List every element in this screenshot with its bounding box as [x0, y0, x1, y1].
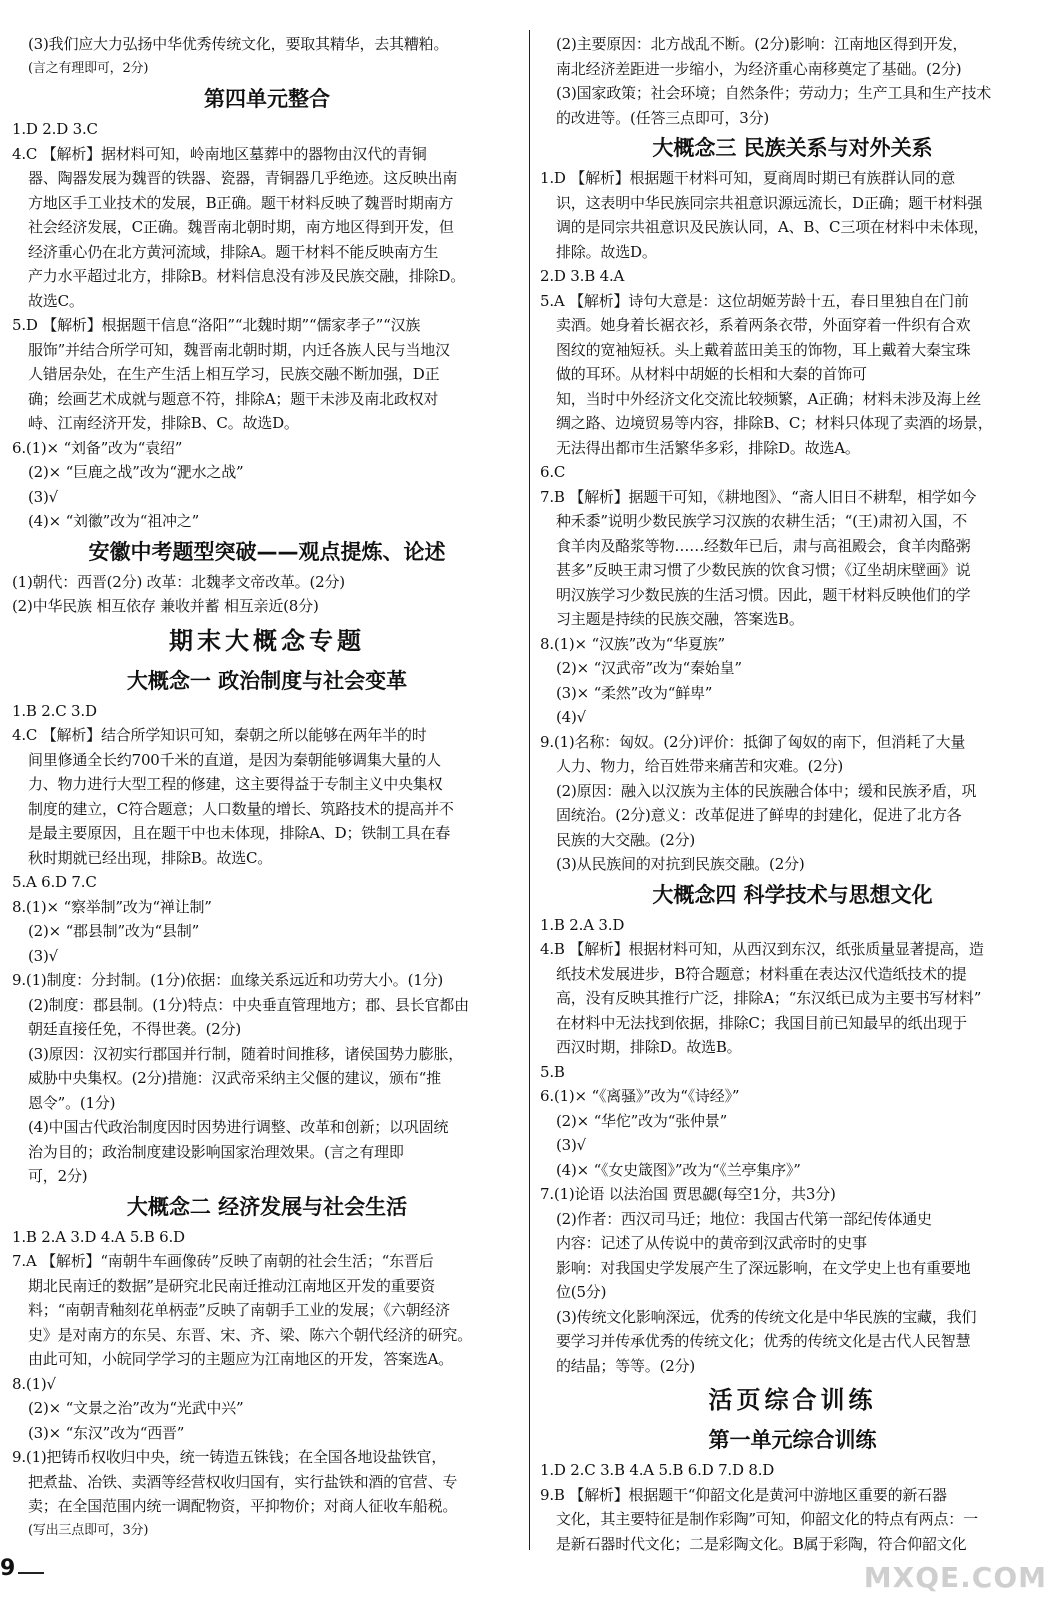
text-line: 9.(1)把铸币权收归中央，统一铸造五铢钱；在全国各地设盐铁官，: [12, 1448, 447, 1466]
text-line: 在材料中无法找到依据，排除C；我国目前已知最早的纸出现于: [556, 1013, 967, 1032]
text-line: 由此可知，小皖同学学习的主题应为江南地区的开发，答案选A。: [28, 1350, 454, 1368]
text-line: 7.(1)论语 以法治国 贾思勰(每空1分，共3分): [540, 1185, 836, 1203]
text-line: (3)× “柔然”改为“鲜卑”: [556, 683, 713, 702]
text-line: 的结晶；等等。(2分): [556, 1356, 696, 1375]
text-line: (3)原因：汉初实行郡国并行制，随着时间推移，诸侯国势力膨胀，: [28, 1044, 464, 1063]
section-heading: 期末大概念专题: [169, 626, 365, 655]
text-line: (4)中国古代政治制度因时因势进行调整、改革和创新；以巩固统: [28, 1118, 449, 1136]
text-line: 卖酒。她身着长裾衣衫，系着两条衣带，外面穿着一件织有合欢: [556, 316, 971, 334]
text-line: 史》是对南方的东吴、东晋、宋、齐、梁、陈六个朝代经济的研究。: [28, 1325, 473, 1344]
text-line: 民族的大交融。(2分): [556, 830, 696, 849]
section-heading: 活页综合训练: [708, 1386, 877, 1414]
section-heading: 大概念二 经济发展与社会生活: [126, 1194, 408, 1219]
text-line: (3)√: [28, 487, 59, 506]
text-line: (2)× “文景之治”改为“光武中兴”: [28, 1399, 244, 1417]
text-line: 南北经济差距进一步缩小，为经济重心南移奠定了基础。(2分): [556, 59, 962, 78]
text-line: (3)√: [28, 946, 59, 965]
text-line: 4.B 【解析】根据材料可知，从西汉到东汉，纸张质量显著提高，造: [540, 940, 984, 958]
watermark: MXQE.COM: [863, 1561, 1047, 1594]
text-line: 种禾黍”说明少数民族学习汉族的农耕生活；“(王)肃初入国，不: [556, 512, 968, 530]
text-line: (2)中华民族 相互依存 兼收并蓄 相互亲近(8分): [12, 597, 319, 615]
text-line: 7.B 【解析】据题干可知，《耕地图》、“斋人旧日不耕犁，相学如今: [540, 487, 977, 506]
section-heading: 大概念三 民族关系与对外关系: [652, 136, 933, 160]
text-line: (4)× “《女史箴图》”改为“《兰亭集序》”: [556, 1160, 801, 1179]
text-line: 可，2分): [28, 1167, 88, 1185]
text-line: 制度的建立，C符合题意；人口数量的增长、筑路技术的提高并不: [28, 799, 454, 818]
section-heading: 第四单元整合: [204, 87, 330, 111]
text-line: 识，这表明中华民族同宗共祖意识源远流长，D正确；题干材料强: [556, 193, 983, 212]
text-line: 峙、江南经济开发，排除B、C。故选D。: [28, 414, 299, 432]
text-line: 调的是同宗共祖意识及民族认同，A、B、C三项在材料中未体现，: [556, 218, 989, 236]
text-line: 1.B 2.A 3.D 4.A 5.B 6.D: [12, 1227, 185, 1246]
text-line: (2)主要原因：北方战乱不断。(2分)影响：江南地区得到开发，: [556, 35, 968, 53]
text-line: 器、陶器发展为魏晋的铁器、瓷器，青铜器几乎绝迹。这反映出南: [28, 169, 458, 187]
text-line: (3)国家政策；社会环境；自然条件；劳动力；生产工具和生产技术: [556, 84, 992, 102]
text-line: 西汉时期，排除D。故选B。: [556, 1038, 742, 1056]
text-line: 习主题是持续的民族交融，答案选B。: [556, 610, 804, 628]
text-line: (1)朝代：西晋(2分) 改革：北魏孝文帝改革。(2分): [12, 572, 345, 591]
text-line: (3)√: [556, 1136, 587, 1154]
text-line: 卖；在全国范围内统一调配物资，平抑物价；对商人征收车船税。: [28, 1497, 458, 1515]
text-line: 图纹的宽袖短袄。头上戴着蓝田美玉的饰物，耳上戴着大秦宝珠: [556, 340, 971, 359]
text-line: 6.(1)× “《离骚》”改为“《诗经》”: [540, 1087, 740, 1105]
text-line: (2)× “华佗”改为“张仲景”: [556, 1111, 728, 1130]
text-line: 人错居杂处，在生产生活上相互学习，民族交融不断加强，D正: [28, 365, 440, 383]
text-line: (4)× “刘徽”改为“祖冲之”: [28, 512, 200, 530]
text-line: 5.A 【解析】诗句大意是：这位胡姬芳龄十五，春日里独自在门前: [540, 291, 969, 310]
text-line: 间里修通全长约700千米的直道，是因为秦朝能够调集大量的人: [28, 750, 441, 769]
text-line: 8.(1)× “察举制”改为“禅让制”: [12, 897, 212, 916]
text-line: 8.(1)× “汉族”改为“华夏族”: [540, 634, 725, 653]
text-line: (2)制度：郡县制。(1分)特点：中央垂直管理地方；郡、县长官都由: [28, 995, 469, 1014]
text-line: 确；绘画艺术成就与题意不符，排除A；题干未涉及南北政权对: [28, 389, 439, 408]
section-heading: 第一单元综合训练: [708, 1428, 877, 1452]
text-line: 方地区手工业技术的发展，B正确。题干材料反映了魏晋时期南方: [28, 193, 454, 212]
text-line: 1.B 2.A 3.D: [540, 915, 625, 934]
text-line: 1.D 2.C 3.B 4.A 5.B 6.D 7.D 8.D: [540, 1461, 775, 1479]
text-line: 排除。故选D。: [556, 242, 657, 261]
text-line: 影响：对我国史学发展产生了深远影响，在文学史上也有重要地: [556, 1258, 971, 1277]
text-line: 产力水平超过北方，排除B。材料信息没有涉及民族交融，排除D。: [28, 267, 466, 285]
text-line: 社会经济发展，C正确。魏晋南北朝时期，南方地区得到开发，但: [28, 218, 454, 236]
text-line: 威胁中央集权。(2分)措施：汉武帝采纳主父偃的建议，颁布“推: [28, 1069, 441, 1087]
text-line: (2)× “汉武帝”改为“秦始皇”: [556, 659, 742, 677]
text-line: 明汉族学习少数民族的生活习惯。因此，题干材料反映他们的学: [556, 585, 971, 604]
text-line: 恩令”。(1分): [28, 1093, 116, 1112]
text-line: (3)从民族间的对抗到民族交融。(2分): [556, 855, 805, 873]
text-line: 8.(1)√: [12, 1374, 56, 1393]
text-line: (3)传统文化影响深远，优秀的传统文化是中华民族的宝藏，我们: [556, 1307, 977, 1326]
text-line: 内容：记述了从传说中的黄帝到汉武帝时的史事: [556, 1234, 867, 1252]
text-line: 朝廷直接任免，不得世袭。(2分): [28, 1020, 242, 1038]
section-heading: 大概念一 政治制度与社会变革: [126, 668, 408, 693]
text-line: 6.(1)× “刘备”改为“袁绍”: [12, 438, 183, 457]
text-line: 食羊肉及酪浆等物……经数年已后，肃与高祖殿会，食羊肉酪粥: [556, 536, 971, 555]
text-line: 1.D 【解析】根据题干材料可知，夏商周时期已有族群认同的意: [540, 169, 956, 187]
text-line: 4.C 【解析】据材料可知，岭南地区墓葬中的器物由汉代的青铜: [12, 144, 427, 163]
text-line: 故选C。: [28, 291, 84, 310]
text-line: (3)我们应大力弘扬中华优秀传统文化，要取其精华，去其糟粕。: [28, 35, 449, 53]
text-line: 9.(1)名称：匈奴。(2分)评价：抵御了匈奴的南下，但消耗了大量: [540, 732, 966, 751]
text-line: 1.D 2.D 3.C: [12, 120, 98, 138]
text-line: 人力、物力，给百姓带来痛苦和灾难。(2分): [556, 757, 844, 775]
text-line: 4.C 【解析】结合所学知识可知，秦朝之所以能够在两年半的时: [12, 726, 427, 744]
text-line: 5.D 【解析】根据题干信息“洛阳”“北魏时期”“儒家孝子”“汉族: [12, 316, 421, 334]
text-line: 的改进等。(任答三点即可，3分): [556, 108, 770, 127]
text-line: (写出三点即可，3分): [28, 1522, 149, 1538]
text-line: (2)× “郡县制”改为“县制”: [28, 922, 200, 940]
text-line: 6.C: [540, 463, 566, 481]
section-heading: 大概念四 科学技术与思想文化: [652, 882, 933, 907]
text-line: 5.B: [540, 1062, 565, 1081]
text-line: 期北民南迁的数据”是研究北民南迁推动江南地区开发的重要资: [28, 1276, 436, 1295]
text-line: 1.B 2.C 3.D: [12, 701, 97, 720]
text-line: 是新石器时代文化；二是彩陶文化。B属于彩陶，符合仰韶文化: [556, 1534, 967, 1553]
text-line: 治为目的；政治制度建设影响国家治理效果。(言之有理即: [28, 1142, 404, 1161]
text-line: (2)× “巨鹿之战”改为“淝水之战”: [28, 463, 244, 481]
text-line: 知，当时中外经济文化交流比较频繁，A正确；材料未涉及海上丝: [556, 389, 982, 408]
text-line: 甚多”反映王肃习惯了少数民族的饮食习惯；《辽坐胡床壁画》说: [556, 561, 971, 579]
left-column: [12, 32, 522, 1543]
page-number-dash: [18, 1572, 44, 1574]
text-line: 固统治。(2分)意义：改革促进了鲜卑的封建化，促进了北方各: [556, 806, 962, 824]
text-line: 无法得出都市生活繁华多彩，排除D。故选A。: [556, 438, 860, 457]
text-line: 是最主要原因，且在题干中也未体现，排除A、D；铁制工具在春: [28, 824, 451, 842]
text-line: 把煮盐、冶铁、卖酒等经营权收归国有，实行盐铁和酒的官营、专: [28, 1472, 458, 1491]
page-number: 9: [0, 1556, 16, 1581]
text-line: 力、物力进行大型工程的修建，这主要得益于专制主义中央集权: [28, 775, 443, 793]
right-column: [540, 32, 1045, 1556]
text-line: 秋时期就已经出现，排除B。故选C。: [28, 848, 273, 867]
text-line: 5.A 6.D 7.C: [12, 873, 97, 891]
text-line: (3)× “东汉”改为“西晋”: [28, 1423, 185, 1442]
text-line: 服饰”并结合所学可知，魏晋南北朝时期，内迁各族人民与当地汉: [28, 340, 450, 359]
text-line: 高，没有反映其推行广泛，排除A；“东汉纸已成为主要书写材料”: [556, 989, 982, 1007]
column-divider: [529, 30, 530, 1550]
text-line: 绸之路、边境贸易等内容，排除B、C；材料只体现了卖酒的场景，: [556, 414, 993, 432]
text-line: 做的耳环。从材料中胡姬的长相和大秦的首饰可: [556, 365, 867, 383]
text-line: (言之有理即可，2分): [28, 60, 149, 76]
text-line: 9.(1)制度：分封制。(1分)依据：血缘关系远近和功劳大小。(1分): [12, 971, 444, 989]
section-heading: 安徽中考题型突破——观点提炼、论述: [88, 539, 446, 564]
text-line: 9.B 【解析】根据题干“仰韶文化是黄河中游地区重要的新石器: [540, 1485, 947, 1504]
text-line: 要学习并传承优秀的传统文化；优秀的传统文化是古代人民智慧: [556, 1332, 971, 1350]
text-line: 经济重心仍在北方黄河流域，排除A。题干材料不能反映南方生: [28, 242, 439, 261]
text-line: (4)√: [556, 708, 587, 726]
text-line: 位(5分): [556, 1283, 607, 1301]
text-line: 纸技术发展进步，B符合题意；材料重在表达汉代造纸技术的提: [556, 964, 967, 983]
text-line: (2)作者：西汉司马迁；地位：我国古代第一部纪传体通史: [556, 1209, 932, 1228]
text-line: 文化，其主要特征是制作彩陶”可知，仰韶文化的特点有两点：一: [556, 1510, 978, 1528]
text-line: 2.D 3.B 4.A: [540, 267, 625, 285]
text-line: 7.A 【解析】“南朝牛车画像砖”反映了南朝的社会生活；“东晋后: [12, 1252, 434, 1270]
text-line: (2)原因：融入以汉族为主体的民族融合体中；缓和民族矛盾，巩: [556, 781, 977, 800]
text-line: 料；“南朝青釉刻花单柄壶”反映了南朝手工业的发展；《六朝经济: [28, 1301, 450, 1319]
